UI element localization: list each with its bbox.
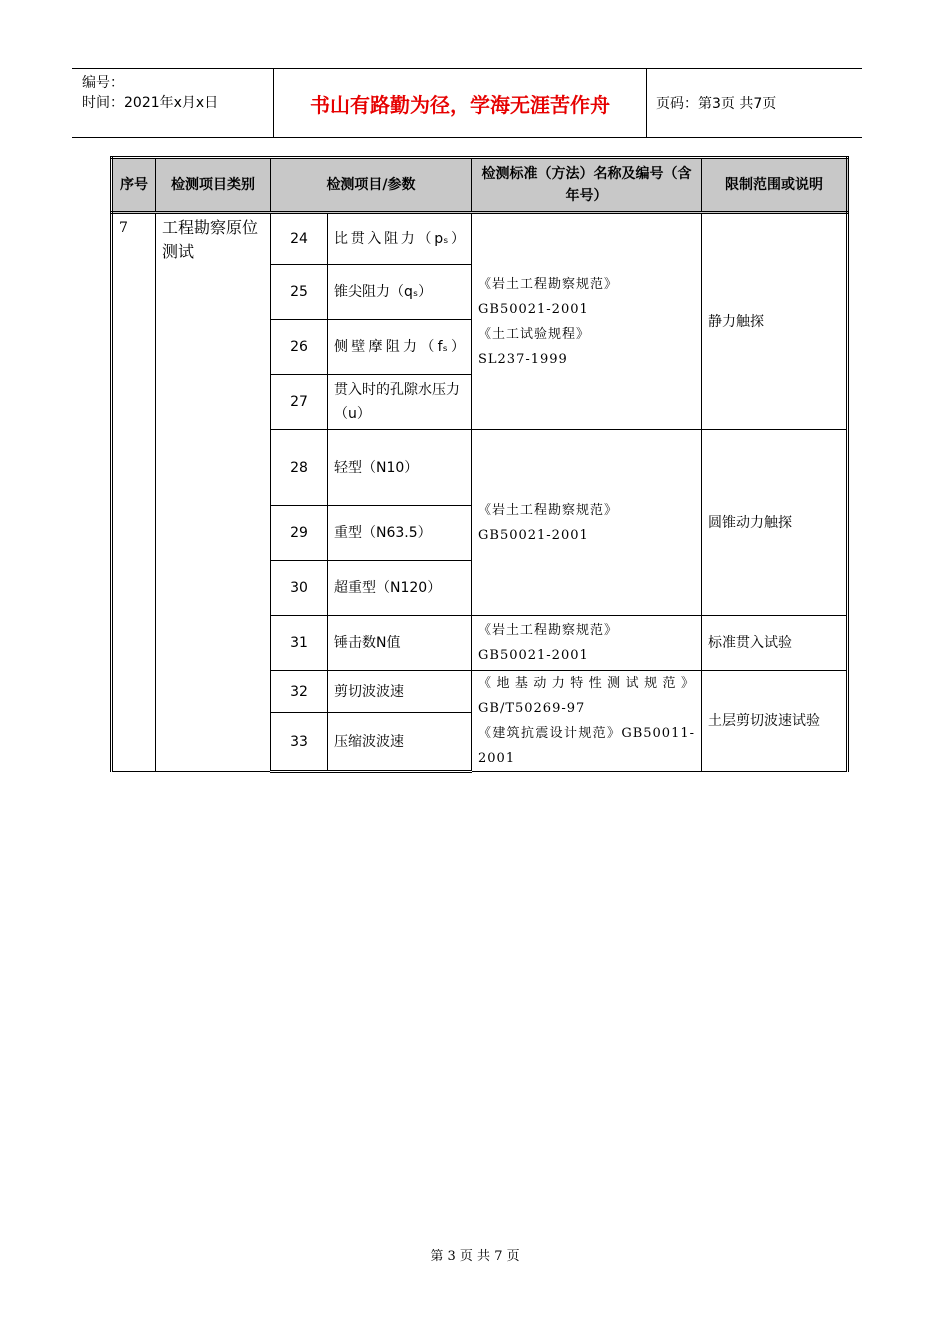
limit-cell: 土层剪切波速试验 (702, 671, 848, 772)
page-header (72, 68, 862, 138)
standard-line: 《岩土工程勘察规范》 (478, 276, 619, 292)
header-meta (82, 73, 272, 113)
page-footer: 第 3 页 共 7 页 (430, 1249, 520, 1264)
row-param: 重型（N63.5） (328, 506, 472, 561)
standard-line: 《地基动力特性测试规范》GB/T50269-97 (478, 676, 695, 716)
row-param: 比贯入阻力（pₛ） (328, 213, 472, 265)
row-param: 锥尖阻力（qₛ） (328, 265, 472, 320)
seq-cell: 7 (112, 213, 156, 772)
row-number: 27 (271, 375, 328, 430)
standard-cell (472, 213, 702, 430)
row-number: 29 (271, 506, 328, 561)
standard-cell (472, 430, 702, 616)
row-param: 压缩波波速 (328, 713, 472, 772)
row-param: 超重型（N120） (328, 561, 472, 616)
limit-cell: 标准贯入试验 (702, 616, 848, 671)
row-param: 轻型（N10） (328, 430, 472, 506)
row-number: 31 (271, 616, 328, 671)
standard-line: 《岩土工程勘察规范》 (478, 502, 619, 518)
row-number: 25 (271, 265, 328, 320)
row-number: 24 (271, 213, 328, 265)
table-row (112, 213, 848, 265)
standard-cell (472, 616, 702, 671)
limit-cell: 静力触探 (702, 213, 848, 430)
standard-line: 《岩土工程勘察规范》 (478, 623, 619, 638)
row-number: 26 (271, 320, 328, 375)
table-header-row (112, 158, 848, 213)
header-page-info: 页码：第3页 共7页 (656, 96, 777, 112)
header-standard: 检测标准（方法）名称及编号（含年号） (472, 158, 702, 213)
row-number: 33 (271, 713, 328, 772)
standard-line: GB50021-2001 (478, 648, 589, 663)
row-param: 剪切波波速 (328, 671, 472, 713)
time-label: 时间：2021年x月x日 (82, 95, 219, 111)
header-item: 检测项目/参数 (271, 158, 472, 213)
number-label: 编号： (82, 75, 124, 91)
standard-line: 《土工试验规程》 (478, 326, 591, 342)
row-param: 贯入时的孔隙水压力（u） (328, 375, 472, 430)
standard-line: 《建筑抗震设计规范》GB50011-2001 (478, 726, 695, 766)
header-category: 检测项目类别 (156, 158, 271, 213)
category-cell: 工程勘察原位测试 (156, 213, 271, 772)
header-limit: 限制范围或说明 (702, 158, 848, 213)
standard-line: GB50021-2001 (478, 527, 589, 543)
row-number: 32 (271, 671, 328, 713)
row-number: 30 (271, 561, 328, 616)
header-slogan: 书山有路勤为径，学海无涯苦作舟 (310, 92, 610, 117)
test-items-table (110, 156, 846, 773)
header-seq: 序号 (112, 158, 156, 213)
standard-line: SL237-1999 (478, 351, 568, 367)
standard-cell (472, 671, 702, 772)
row-param: 侧壁摩阻力（fₛ） (328, 320, 472, 375)
standard-line: GB50021-2001 (478, 301, 589, 317)
limit-cell: 圆锥动力触探 (702, 430, 848, 616)
row-number: 28 (271, 430, 328, 506)
row-param: 锤击数N值 (328, 616, 472, 671)
